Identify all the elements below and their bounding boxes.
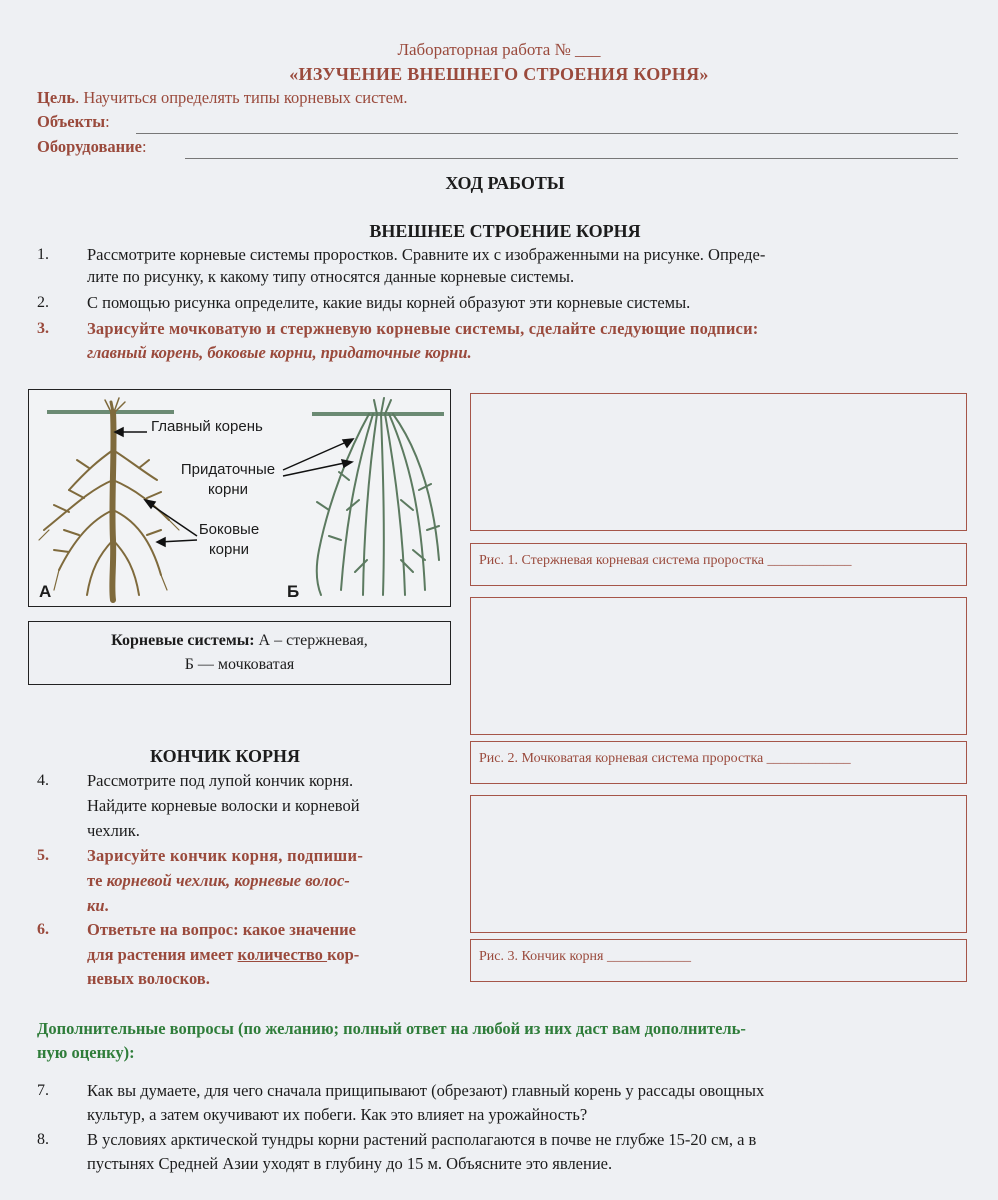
item-4-num: 4. <box>37 772 49 789</box>
goal-line <box>37 88 408 108</box>
item-3-line2: главный корень, боковые корни, придаточные корни. <box>87 343 472 362</box>
objects-blank <box>136 133 958 134</box>
fibrous-drawing <box>317 398 439 595</box>
item-7-line1: Как вы думаете, для чего сначала прищипывают (обрезают) главный корень у рассады овощных <box>87 1081 765 1100</box>
root-systems-figure <box>28 389 451 607</box>
item-4-line3: чехлик. <box>87 821 140 840</box>
equipment-label: Оборудование <box>37 137 142 156</box>
objects-line: Объекты: <box>37 112 110 131</box>
item-3-num: 3. <box>37 320 49 337</box>
item-1-num: 1. <box>37 246 49 263</box>
item-1-line1: Рассмотрите корневые системы проростков. Сравните их с изображенными на рисунке. Опреде- <box>87 245 766 264</box>
item-5-num: 5. <box>37 847 49 864</box>
section1-title: ВНЕШНЕЕ СТРОЕНИЕ КОРНЯ <box>369 221 641 241</box>
caption-3: Рис. 3. Кончик корня ____________ <box>470 939 967 982</box>
item-8-line1: В условиях арктической тундры корни растений располагаются в почве не глубже 15-20 см, а в <box>87 1130 757 1149</box>
item-5-line1: Зарисуйте кончик корня, подпиши- <box>87 846 364 865</box>
item-6-line3: невых волосков. <box>87 969 210 988</box>
item-8-num: 8. <box>37 1131 49 1148</box>
letter-a: А <box>39 582 52 601</box>
equipment-blank <box>185 158 958 159</box>
item-4-line1: Рассмотрите под лупой кончик корня. <box>87 771 354 790</box>
goal-label: Цель <box>37 88 76 107</box>
item-6-line1: Ответьте на вопрос: какое значение <box>87 920 356 939</box>
label-main-root: Главный корень <box>151 418 263 435</box>
item-2-line1: С помощью рисунка определите, какие виды корней образуют эти корневые системы. <box>87 293 691 312</box>
item-6-line2: для растения имеет количество кор- <box>87 945 360 964</box>
item-6-num: 6. <box>37 921 49 938</box>
caption-2: Рис. 2. Мочковатая корневая система проростка ____________ <box>470 741 967 784</box>
lab-topic: «ИЗУЧЕНИЕ ВНЕШНЕГО СТРОЕНИЯ КОРНЯ» <box>289 64 709 84</box>
item-2-num: 2. <box>37 294 49 311</box>
item-1-line2: лите по рисунку, к какому типу относятся данные корневые системы. <box>87 267 575 286</box>
item-8-line2: пустынях Средней Азии уходят в глубину до 15 м. Объясните это явление. <box>87 1154 613 1173</box>
equipment-line: Оборудование: <box>37 137 147 156</box>
extra-heading-line1: Дополнительные вопросы (по желанию; полный ответ на любой из них даст вам дополнитель- <box>37 1019 746 1038</box>
letter-b: Б <box>287 582 300 601</box>
lab-title: Лабораторная работа № ___ <box>397 40 601 59</box>
label-lateral: Боковые корни <box>198 521 260 558</box>
item-7-line2: культур, а затем окучивают их побеги. Как это влияет на урожайность? <box>87 1105 588 1124</box>
item-7-num: 7. <box>37 1082 49 1099</box>
extra-heading-line2: ную оценку): <box>37 1043 135 1062</box>
drawing-area-1[interactable] <box>470 393 967 531</box>
item-3-line1: Зарисуйте мочковатую и стержневую корневые системы, сделайте следующие подписи: <box>87 319 759 338</box>
drawing-area-2[interactable] <box>470 597 967 735</box>
item-4-line2: Найдите корневые волоски и корневой <box>87 796 360 815</box>
figure-legend: Корневые системы: А – стержневая, Б — мочковатая <box>28 621 451 685</box>
caption-1: Рис. 1. Стержневая корневая система проростка ____________ <box>470 543 967 586</box>
label-adventitious: Придаточные корни <box>180 461 276 498</box>
section2-title: КОНЧИК КОРНЯ <box>150 746 300 766</box>
goal-text: . Научиться определять типы корневых систем. <box>75 88 408 107</box>
item-5-line3: ки. <box>87 896 109 915</box>
drawing-area-3[interactable] <box>470 795 967 933</box>
item-5-line2: те корневой чехлик, корневые волос- <box>87 871 350 890</box>
objects-label: Объекты <box>37 112 106 131</box>
progress-title: ХОД РАБОТЫ <box>445 173 565 193</box>
